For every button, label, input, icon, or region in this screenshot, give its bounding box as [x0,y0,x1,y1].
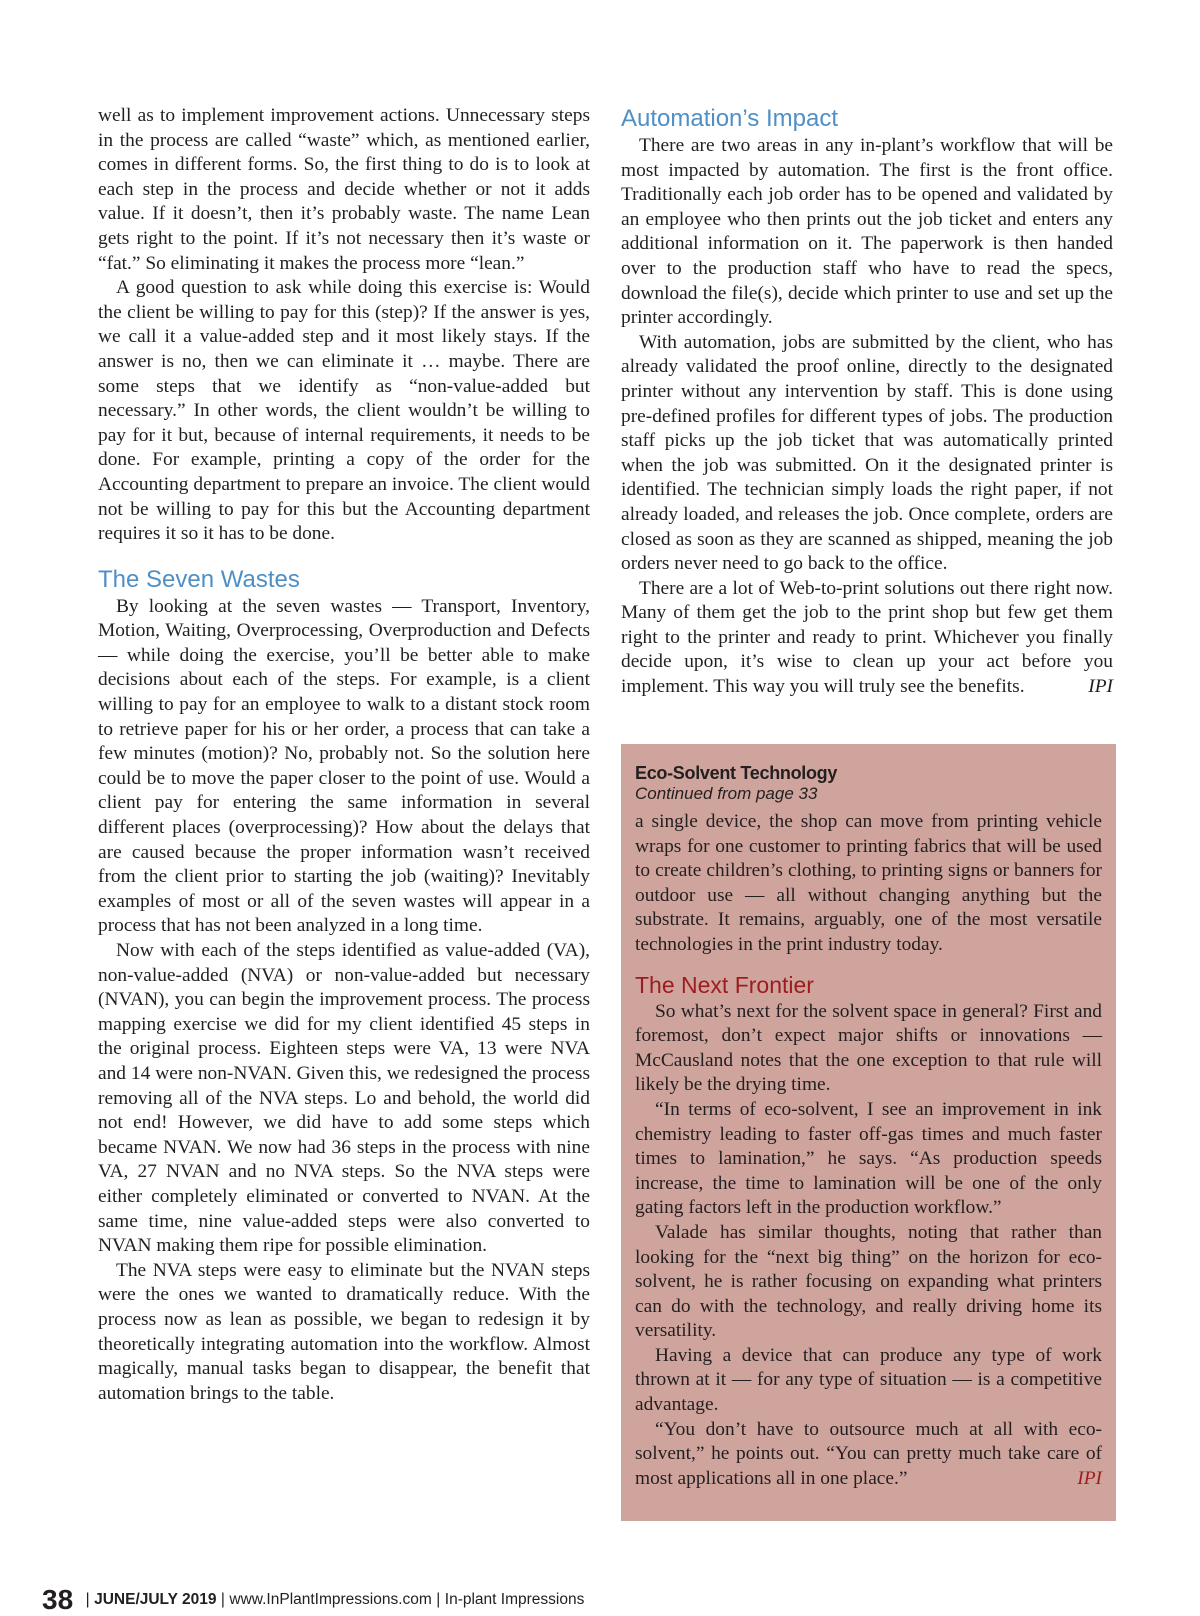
sidebar-paragraph: Valade has similar thoughts, noting that rather than looking for the “next big thing” on the horizon for eco-solvent, he is rather focusing on expanding what printers can do with the technology, and really driving home its versatility. [635,1221,1102,1342]
sidebar-heading: The Next Frontier [635,971,814,998]
body-paragraph: Now with each of the steps identified as value-added (VA), non-value-added (NVA) or non-value-added but necessary (NVAN), you can begin the improvement process. The process mapping exercise we did for my client identified 45 steps in the original process. Eighteen steps were VA, 13 were NVA and 14 were non-NVAN. Given this, we redesigned the process removing all of the NVA steps. Lo and behold, the world did not end! However, we did have to add some steps which became NVAN. We now had 36 steps in the process with nine VA, 27 NVAN and no NVA steps. So the NVA steps were either completely eliminated or converted to NVAN. At the same time, nine value-added steps were also converted to NVAN making them ripe for possible elimination. [98,940,590,1257]
body-paragraph: A good question to ask while doing this exercise is: Would the client be willing to pay for this (step)? If the answer is yes, we call it a value-added step and it most likely stays. If the answer is no, then we can eliminate it … maybe. There are some steps that we identify as “non-value-added but necessary.” In other words, the client wouldn’t be willing to pay for it but, because of internal requirements, it needs to be done. For example, printing a copy of the order for the Accounting department to prepare an invoice. The client would not be willing to pay for this but the Accounting department requires it so it has to be done. [98,277,590,545]
footer-issue: JUNE/JULY 2019 [94,1591,217,1608]
sidebar-end-mark: IPI [1077,1467,1102,1489]
sidebar-paragraph: So what’s next for the solvent space in general? First and foremost, don’t expect major shifts or innovations — McCausland notes that the one exception to that rule will likely be the drying time. [635,1000,1102,1096]
body-paragraph: well as to implement improvement actions. Unnecessary steps in the process are called “waste” which, as mentioned earlier, comes in different forms. So, the first thing to do is to look at each step in the process and decide whether or not it adds value. If it doesn’t, then it’s probably waste. The name Lean gets right to the point. If it’s not necessary then it’s waste or “fat.” So eliminating it makes the process more “lean.” [98,105,590,274]
sidebar-paragraph: Having a device that can produce any type of work thrown at it — for any type of situation — is a competitive advantage. [635,1344,1102,1416]
body-paragraph: By looking at the seven wastes — Transport, Inventory, Motion, Waiting, Overprocessing, Overproduction and Defects — while doing the exercise, you’ll be better able to make decisions about each of the steps. For example, is a client willing to pay for an employee to walk to a distant stock room to retrieve paper for his or her order, a process that can take a few minutes (motion)? No, probably not. So the solution here could be to move the paper closer to the point of use. Would a client pay for entering the same information in several different places (overprocessing)? How about the delays that are caused because the proper information wasn’t received from the client prior to starting the job (waiting)? Inevitably examples of most or all of the seven wastes will appear in a process that has not been analyzed in a long time. [98,595,590,937]
body-paragraph: The NVA steps were easy to eliminate but the NVAN steps were the ones we wanted to dramatically reduce. With the process now as lean as possible, we began to redesign it by theoretically integrating automation into the workflow. Almost magically, manual tasks began to disappear, the benefit that automation brings to the table. [98,1259,590,1404]
body-paragraph: There are two areas in any in-plant’s workflow that will be most impacted by automation. The first is the front office. Traditionally each job order has to be opened and validated by an employee who then prints out the job ticket and enters any additional information on it. The paperwork is then handed over to the production staff who have to read the specs, download the file(s), decide which printer to use and set up the printer accordingly. [621,135,1113,329]
body-paragraph-last [621,577,1113,700]
end-mark: IPI [1088,676,1113,698]
body-paragraph: With automation, jobs are submitted by the client, who has already validated the proof online, directly to the designated printer without any intervention by staff. This is done using pre-defined profiles for different types of jobs. The production staff picks up the job ticket that was automatically printed when the job was submitted. On it the designated printer is identified. The technician simply loads the right paper, if not already loaded, and releases the job. Once complete, orders are closed as soon as they are scanned as shipped, meaning the job orders never need to go back to the office. [621,331,1113,575]
footer-separator: | [85,1591,90,1608]
sidebar-paragraph: a single device, the shop can move from printing vehicle wraps for one customer to printing fabrics that will be used to create children’s clothing, to printing signs or banners for outdoor use — all without changing anything but the substrate. It remains, arguably, one of the most versatile technologies in the print industry today. [635,811,1102,955]
sidebar-title: Eco-Solvent Technology [635,763,838,783]
footer-separator: | [436,1591,441,1608]
right-column [621,104,1113,700]
left-column [98,104,590,1406]
footer-separator: | [220,1591,225,1608]
section-heading-seven-wastes: The Seven Wastes [98,565,300,593]
footer-publication: In-plant Impressions [444,1591,585,1608]
sidebar-paragraph-text: “You don’t have to outsource much at all with eco-solvent,” he points out. “You can pretty much take care of most applications all in one place.” [635,1418,1102,1489]
page-footer [42,1584,584,1616]
body-paragraph-text: There are a lot of Web-to-print solutions out there right now. Many of them get the job to the print shop but few get them right to the printer and ready to print. Whichever you finally decide upon, it’s wise to clean up your act before you implement. This way you will truly see the benefits. [621,577,1113,698]
section-heading-automation-impact: Automation’s Impact [621,105,838,132]
sidebar-box [621,744,1116,1521]
sidebar-paragraph-last [635,1418,1102,1492]
page-number: 38 [42,1584,74,1615]
sidebar-continued-note: Continued from page 33 [635,784,818,803]
sidebar-paragraph: “In terms of eco-solvent, I see an improvement in ink chemistry leading to faster off-gas times and much faster times to lamination,” he says. “As production speeds increase, the time to lamination will be one of the only gating factors left in the production workflow.” [635,1098,1102,1219]
footer-website: www.InPlantImpressions.com [229,1591,432,1608]
